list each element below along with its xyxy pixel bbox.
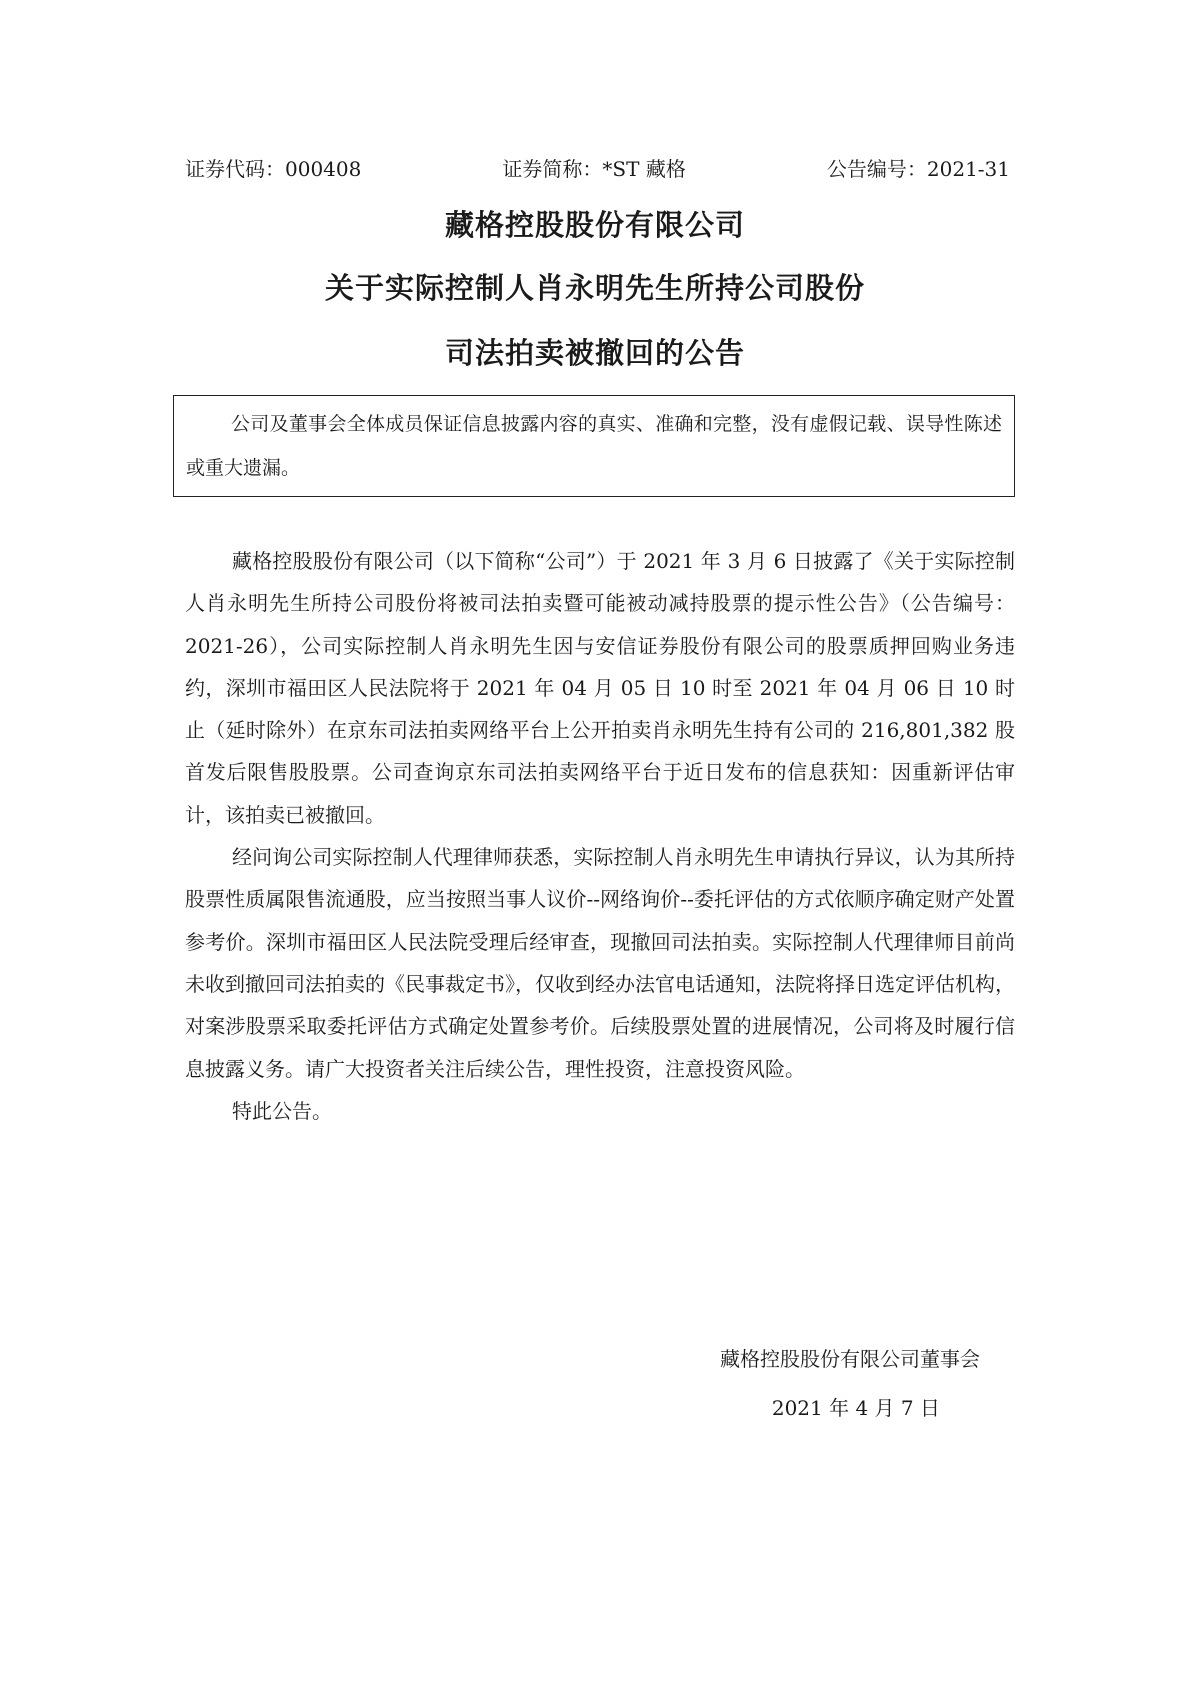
announcement-number: 公告编号：2021-31 (826, 157, 1010, 181)
announcement-body (185, 540, 1015, 1132)
disclaimer-box: 公司及董事会全体成员保证信息披露内容的真实、准确和完整，没有虚假记载、误导性陈述或重大遗漏。 (173, 395, 1015, 497)
body-paragraph: 经问询公司实际控制人代理律师获悉，实际控制人肖永明先生申请执行异议，认为其所持股票性质属限售流通股，应当按照当事人议价--网络询价--委托评估的方式依顺序确定财产处置参考价。深圳市福田区人民法院受理后经审查，现撤回司法拍卖。实际控制人代理律师目前尚未收到撤回司法拍卖的《民事裁定书》，仅收到经办法官电话通知，法院将择日选定评估机构，对案涉股票采取委托评估方式确定处置参考价。后续股票处置的进展情况，公司将及时履行信息披露义务。请广大投资者关注后续公告，理性投资，注意投资风险。 (185, 845, 1015, 1081)
signature-date: 2021 年 4 月 7 日 (771, 1396, 940, 1420)
signature-company: 藏格控股股份有限公司董事会 (720, 1347, 980, 1371)
security-code: 证券代码：000408 (185, 157, 362, 181)
security-abbreviation: 证券简称：*ST 藏格 (502, 157, 686, 181)
title-subject: 关于实际控制人肖永明先生所持公司股份 (324, 271, 865, 305)
closing-paragraph: 特此公告。 (232, 1098, 332, 1123)
title-announcement: 司法拍卖被撤回的公告 (444, 336, 745, 370)
document-header (185, 152, 1010, 186)
title-company: 藏格控股股份有限公司 (444, 208, 745, 242)
body-paragraph: 藏格控股股份有限公司（以下简称“公司”）于 2021 年 3 月 6 日披露了《关于实际控制人肖永明先生所持公司股份将被司法拍卖暨可能被动减持股票的提示性公告》（公告编号：2021-26），公司实际控制人肖永明先生因与安信证券股份有限公司的股票质押回购业务违约，深圳市福田区人民法院将于 2021 年 04 月 05 日 10 时至 2021 年 04 月 06 日 10 时止（延时除外）在京东司法拍卖网络平台上公开拍卖肖永明先生持有公司的 216,801,382 股首发后限售股股票。公司查询京东司法拍卖网络平台于近日发布的信息获知：因重新评估审计，该拍卖已被撤回。 (185, 549, 1015, 827)
